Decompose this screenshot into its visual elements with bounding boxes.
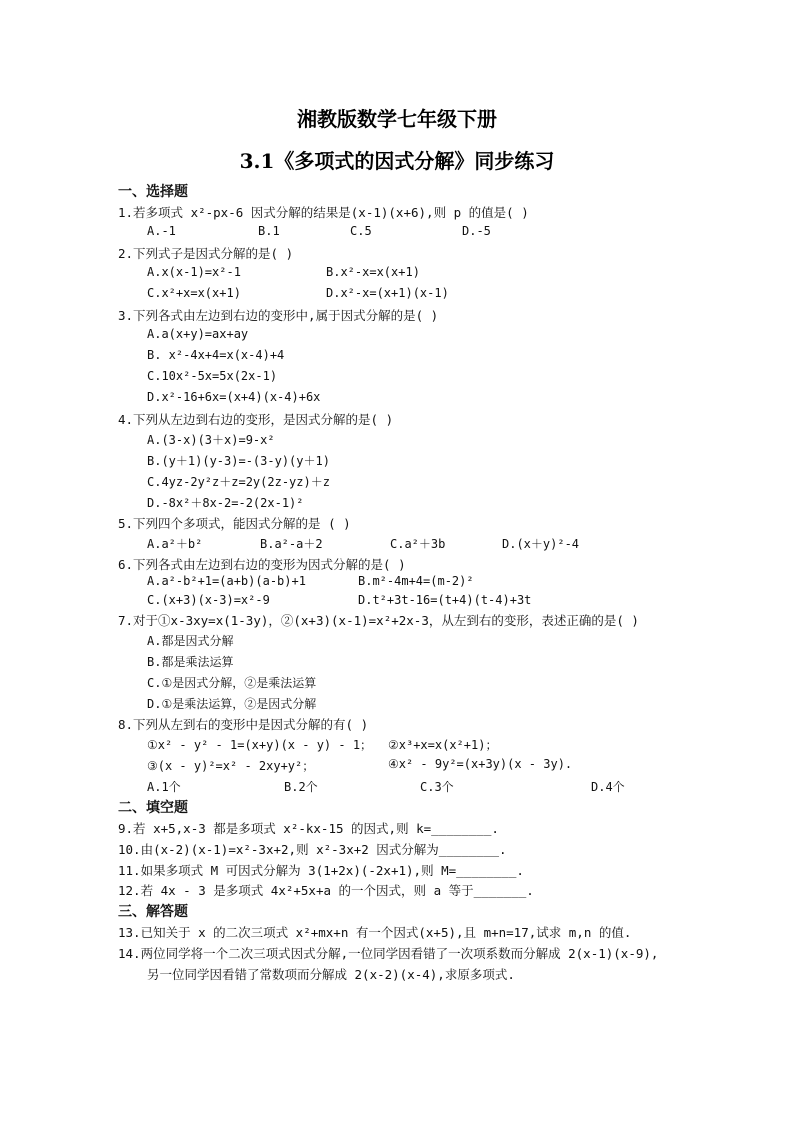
q3-option-b: B. x²-4x+4=x(x-4)+4 [147,348,285,362]
q3-option-d: D.x²-16+6x=(x+4)(x-4)+6x [147,390,321,404]
question-14-line-2: 另一位同学因看错了常数项而分解成 2(x-2)(x-4),求原多项式. [147,967,515,982]
q5-option-d: D.(x＋y)²-4 [502,537,580,551]
question-1-stem: 1.若多项式 x²-px-6 因式分解的结果是(x-1)(x+6),则 p 的值是( ) [118,205,529,220]
section-heading-choice: 一、选择题 [118,184,188,200]
q5-option-b: B.a²-a＋2 [260,537,323,551]
q1-option-a: A.-1 [147,224,176,238]
q5-option-c: C.a²＋3b [390,537,446,551]
q6-option-b: B.m²-4m+4=(m-2)² [358,574,474,588]
question-11: 11.如果多项式 M 可因式分解为 3(1+2x)(-2x+1),则 M=________. [118,863,524,878]
section-heading-fill: 二、填空题 [118,800,188,816]
q1-option-d: D.-5 [462,224,491,238]
q8-expression-2: ②x³+x=x(x²+1)； [388,738,498,752]
question-9: 9.若 x+5,x-3 都是多项式 x²-kx-15 的因式,则 k=________. [118,821,499,836]
q1-option-b: B.1 [258,224,280,238]
question-4-stem: 4.下列从左边到右边的变形，是因式分解的是( ) [118,412,394,427]
q3-option-c: C.10x²-5x=5x(2x-1) [147,369,278,383]
q7-option-c: C.①是因式分解，②是乘法运算 [147,676,317,690]
q6-option-a: A.a²-b²+1=(a+b)(a-b)+1 [147,574,306,588]
question-6-stem: 6.下列各式由左边到右边的变形为因式分解的是( ) [118,557,406,572]
q2-option-c: C.x²+x=x(x+1) [147,286,241,300]
q4-option-c: C.4yz-2y²z＋z=2y(2z-yz)＋z [147,475,330,489]
q5-option-a: A.a²＋b² [147,537,203,551]
q7-option-a: A.都是因式分解 [147,634,234,648]
q6-option-d: D.t²+3t-16=(t+4)(t-4)+3t [358,593,532,607]
q8-expression-1: ①x² - y² - 1=(x+y)(x - y) - 1； [147,738,373,752]
q8-option-c: C.3个 [420,780,454,794]
q8-option-d: D.4个 [591,780,625,794]
question-13: 13.已知关于 x 的二次三项式 x²+mx+n 有一个因式(x+5),且 m+n=17,试求 m,n 的值. [118,925,632,940]
section-heading-answer: 三、解答题 [118,904,188,920]
question-3-stem: 3.下列各式由左边到右边的变形中,属于因式分解的是( ) [118,308,439,323]
question-10: 10.由(x-2)(x-1)=x²-3x+2,则 x²-3x+2 因式分解为________. [118,842,507,857]
q2-option-a: A.x(x-1)=x²-1 [147,265,241,279]
document-subtitle: 3.1《多项式的因式分解》同步练习 [239,149,555,173]
question-5-stem: 5.下列四个多项式，能因式分解的是 ( ) [118,516,351,531]
q2-option-d: D.x²-x=(x+1)(x-1) [326,286,449,300]
q1-option-c: C.5 [350,224,372,238]
q8-expression-4: ④x² - 9y²=(x+3y)(x - 3y). [388,757,573,771]
q4-option-a: A.(3-x)(3＋x)=9-x² [147,433,275,447]
q8-option-a: A.1个 [147,780,181,794]
q7-option-b: B.都是乘法运算 [147,655,234,669]
question-12: 12.若 4x - 3 是多项式 4x²+5x+a 的一个因式，则 a 等于_______. [118,883,534,898]
q4-option-b: B.(y＋1)(y-3)=-(3-y)(y＋1) [147,454,330,468]
question-8-stem: 8.下列从左到右的变形中是因式分解的有( ) [118,717,369,732]
q6-option-c: C.(x+3)(x-3)=x²-9 [147,593,270,607]
q8-expression-3: ③(x - y)²=x² - 2xy+y²； [147,759,315,773]
q7-option-d: D.①是乘法运算，②是因式分解 [147,697,317,711]
q3-option-a: A.a(x+y)=ax+ay [147,327,249,341]
question-2-stem: 2.下列式子是因式分解的是( ) [118,246,294,261]
question-14-line-1: 14.两位同学将一个二次三项式因式分解,一位同学因看错了一次项系数而分解成 2(x-1)(x-9), [118,946,659,961]
document-title: 湘教版数学七年级下册 [297,107,497,131]
q8-option-b: B.2个 [284,780,318,794]
q2-option-b: B.x²-x=x(x+1) [326,265,420,279]
question-7-stem: 7.对于①x-3xy=x(1-3y)，②(x+3)(x-1)=x²+2x-3，从左到右的变形，表述正确的是( ) [118,613,639,628]
q4-option-d: D.-8x²＋8x-2=-2(2x-1)² [147,496,304,510]
